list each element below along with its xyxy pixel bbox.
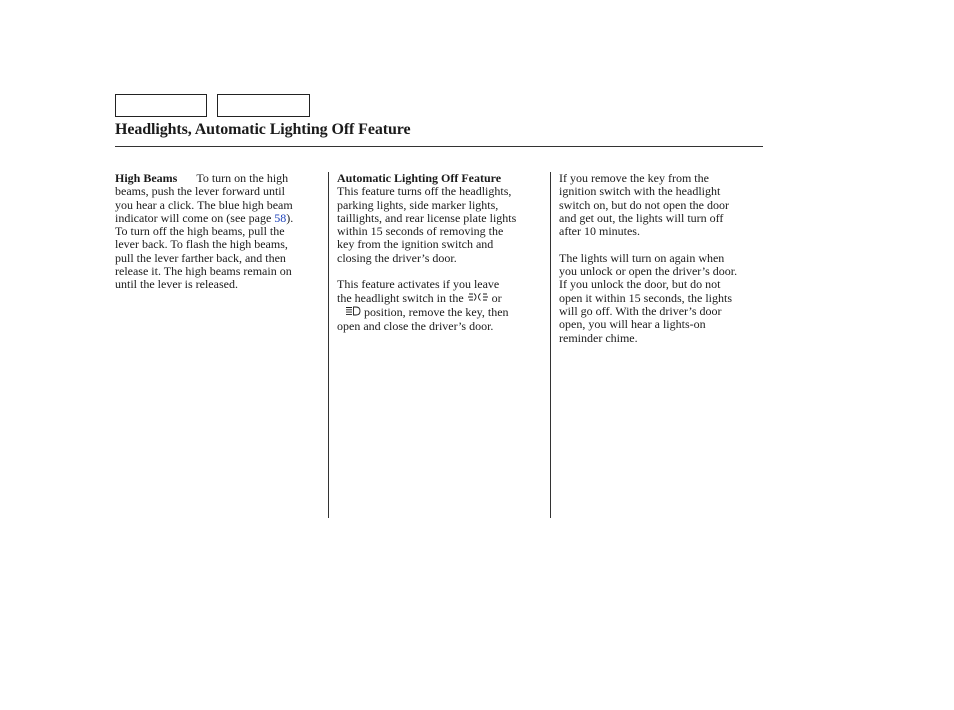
auto-off-paragraph-2 bbox=[337, 278, 545, 333]
text-line: switch on, but do not open the door bbox=[559, 197, 729, 212]
text-line: open, you will hear a lights-on bbox=[559, 317, 706, 332]
page-title: Headlights, Automatic Lighting Off Feature bbox=[115, 121, 411, 138]
text-line: key from the ignition switch and bbox=[337, 237, 494, 252]
text-line: beams, push the lever forward until bbox=[115, 184, 285, 199]
headlight-icon bbox=[345, 306, 361, 320]
details-paragraph-2 bbox=[559, 252, 763, 345]
text-line: parking lights, side marker lights, bbox=[337, 197, 499, 212]
text-line: you hear a click. The blue high beam bbox=[115, 197, 293, 212]
column-divider-2 bbox=[550, 172, 551, 518]
text-line-segment: indicator will come on (see page bbox=[115, 210, 275, 225]
text-line-segment: the headlight switch in the bbox=[337, 290, 464, 305]
text-line: until the lever is released. bbox=[115, 277, 238, 292]
nav-tab-1[interactable] bbox=[115, 94, 207, 117]
text-line: lever back. To flash the high beams, bbox=[115, 237, 288, 252]
text-line: after 10 minutes. bbox=[559, 224, 640, 239]
text-line: and get out, the lights will turn off bbox=[559, 210, 724, 225]
text-line-segment: or bbox=[491, 290, 502, 305]
auto-off-paragraph-1 bbox=[337, 172, 545, 265]
text-line-segment: ). bbox=[286, 210, 294, 225]
text-line: The lights will turn on again when bbox=[559, 250, 725, 265]
high-beams-paragraph bbox=[115, 172, 321, 292]
text-line bbox=[337, 292, 545, 306]
text-line: you unlock or open the driver’s door. bbox=[559, 264, 738, 279]
text-line: This feature turns off the headlights, bbox=[337, 184, 512, 199]
text-line bbox=[115, 212, 321, 225]
parking-light-icon bbox=[467, 292, 489, 306]
auto-off-column bbox=[337, 172, 545, 334]
text-line: reminder chime. bbox=[559, 330, 638, 345]
text-line: release it. The high beams remain on bbox=[115, 264, 292, 279]
text-line: To turn off the high beams, pull the bbox=[115, 224, 285, 239]
text-line: This feature activates if you leave bbox=[337, 277, 500, 292]
high-beams-column bbox=[115, 172, 321, 292]
text-line-segment: To turn on the high bbox=[196, 171, 289, 185]
text-line: open and close the driver’s door. bbox=[337, 319, 494, 334]
auto-off-heading: Automatic Lighting Off Feature bbox=[337, 171, 502, 185]
column-divider-1 bbox=[328, 172, 329, 518]
details-column bbox=[559, 172, 763, 345]
page-58-link[interactable]: 58 bbox=[274, 210, 287, 225]
text-line: within 15 seconds of removing the bbox=[337, 224, 504, 239]
text-line: closing the driver’s door. bbox=[337, 250, 457, 265]
text-line bbox=[337, 306, 545, 320]
text-line bbox=[115, 172, 321, 185]
text-line: If you unlock the door, but do not bbox=[559, 277, 721, 292]
text-line: pull the lever farther back, and then bbox=[115, 250, 286, 265]
high-beams-heading: High Beams bbox=[115, 171, 178, 185]
text-line: will go off. With the driver’s door bbox=[559, 303, 722, 318]
text-line: If you remove the key from the bbox=[559, 171, 709, 185]
details-paragraph-1 bbox=[559, 172, 763, 238]
title-divider bbox=[115, 146, 763, 147]
text-line: ignition switch with the headlight bbox=[559, 184, 721, 199]
text-line-segment: position, remove the key, then bbox=[364, 304, 509, 319]
nav-tab-2[interactable] bbox=[217, 94, 310, 117]
text-line: taillights, and rear license plate lights bbox=[337, 210, 517, 225]
text-line: open it within 15 seconds, the lights bbox=[559, 290, 732, 305]
